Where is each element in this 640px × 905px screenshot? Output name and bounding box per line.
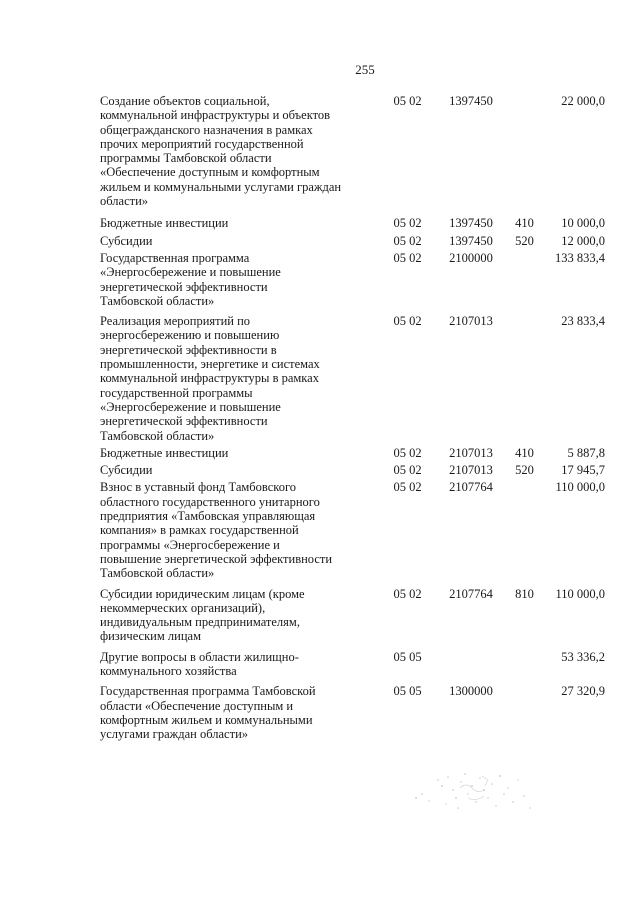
- row-target-code: 1397450: [449, 216, 493, 231]
- row-target-code: 2107013: [449, 445, 493, 460]
- row-amount: 5 887,8: [567, 445, 605, 460]
- row-expense-type: 810: [515, 586, 534, 601]
- row-target-code: 1300000: [449, 684, 493, 699]
- row-description: Другие вопросы в области жилищно- коммунального хозяйства: [100, 649, 299, 678]
- row-amount: 110 000,0: [555, 586, 605, 601]
- row-expense-type: 520: [515, 233, 534, 248]
- row-amount: 22 000,0: [561, 94, 605, 108]
- row-section-code: 05 05: [393, 649, 422, 664]
- row-amount: 10 000,0: [561, 216, 605, 231]
- row-section-code: 05 05: [393, 684, 422, 699]
- row-target-code: 2107764: [449, 480, 493, 495]
- row-target-code: 2107013: [449, 463, 493, 478]
- table-row: [100, 94, 605, 208]
- row-amount: 12 000,0: [561, 233, 605, 248]
- table-row: [100, 684, 605, 741]
- table-row: [100, 251, 605, 308]
- row-description: Субсидии: [100, 463, 153, 478]
- row-section-code: 05 02: [393, 445, 422, 460]
- table-row: [100, 234, 605, 248]
- row-amount: 133 833,4: [555, 250, 605, 265]
- row-description: Государственная программа Тамбовской области «Обеспечение доступным и комфортным жильем и коммунальными услугами граждан области»: [100, 684, 316, 742]
- row-amount: 110 000,0: [555, 480, 605, 495]
- row-expense-type: 410: [515, 445, 534, 460]
- row-expense-type: 410: [515, 216, 534, 231]
- table-row: [100, 650, 605, 679]
- row-section-code: 05 02: [393, 480, 422, 495]
- row-expense-type: 520: [515, 463, 534, 478]
- row-section-code: 05 02: [393, 233, 422, 248]
- row-description: Реализация мероприятий по энергосбережению и повышению энергетической эффективности в промышленности, энергетике и системах коммунальной инфраструктуры в рамках государственной программы «Энергосбережение и повышение энергетической эффективности Тамбовской области»: [100, 314, 320, 443]
- row-description: Субсидии юридическим лицам (кроме некоммерческих организаций), индивидуальным предпринимателям, физическим лицам: [100, 586, 305, 644]
- row-target-code: 2100000: [449, 250, 493, 265]
- table-row: [100, 480, 605, 580]
- budget-table: [100, 94, 605, 741]
- row-description: Субсидии: [100, 233, 153, 248]
- row-description: Создание объектов социальной, коммунальной инфраструктуры и объектов общегражданского назначения в рамках прочих мероприятий государственной программы Тамбовской области «Обеспечение доступным и комфортным жильем и коммунальными услугами граждан области»: [100, 94, 342, 209]
- table-row: [100, 463, 605, 477]
- row-amount: 17 945,7: [561, 463, 605, 478]
- row-description: Взнос в уставный фонд Тамбовского областного государственного унитарного предприятия «Тамбовская управляющая компания» в рамках государственной программы «Энергосбережение и повышение энергетической эффективности Тамбовской области»: [100, 480, 333, 581]
- row-section-code: 05 02: [393, 314, 422, 329]
- table-row: [100, 314, 605, 443]
- row-section-code: 05 02: [393, 94, 422, 108]
- row-target-code: 2107764: [449, 586, 493, 601]
- row-target-code: 1397450: [449, 233, 493, 248]
- page-number: 255: [355, 62, 375, 77]
- row-amount: 23 833,4: [561, 314, 605, 329]
- row-description: Бюджетные инвестиции: [100, 216, 229, 231]
- table-row: [100, 216, 605, 230]
- row-target-code: 1397450: [449, 94, 493, 108]
- row-description: Государственная программа «Энергосбережение и повышение энергетической эффективности Тамбовской области»: [100, 250, 281, 308]
- row-section-code: 05 02: [393, 586, 422, 601]
- table-row: [100, 446, 605, 460]
- row-target-code: 2107013: [449, 314, 493, 329]
- row-section-code: 05 02: [393, 463, 422, 478]
- row-section-code: 05 02: [393, 250, 422, 265]
- row-amount: 53 336,2: [561, 649, 605, 664]
- row-description: Бюджетные инвестиции: [100, 445, 229, 460]
- row-section-code: 05 02: [393, 216, 422, 231]
- row-amount: 27 320,9: [561, 684, 605, 699]
- faint-stamp-mark: [398, 768, 538, 816]
- table-row: [100, 587, 605, 644]
